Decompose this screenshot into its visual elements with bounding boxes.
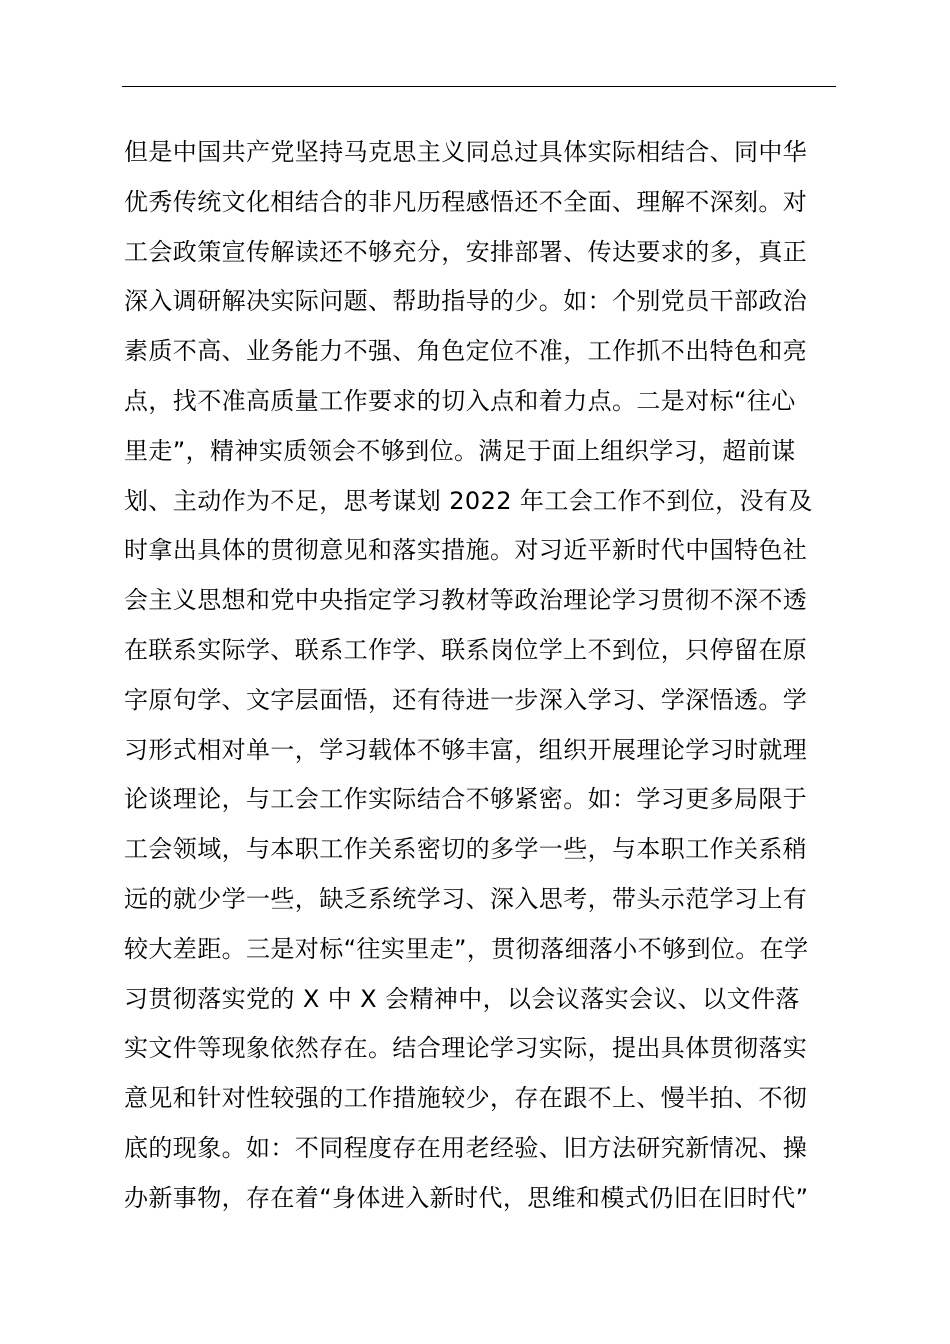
text-line: 划、主动作为不足，思考谋划 2022 年工会工作不到位，没有及	[124, 486, 813, 515]
text-line: 会主义思想和党中央指定学习教材等政治理论学习贯彻不深不透	[124, 586, 808, 615]
text-line: 优秀传统文化相结合的非凡历程感悟还不全面、理解不深刻。对	[124, 187, 808, 216]
text-line: 深入调研解决实际问题、帮助指导的少。如：个别党员干部政治	[124, 287, 808, 316]
text-line: 较大差距。三是对标“往实里走”，贯彻落细落小不够到位。在学	[124, 934, 809, 963]
text-line: 字原句学、文字层面悟，还有待进一步深入学习、学深悟透。学	[124, 685, 808, 714]
text-line: 办新事物，存在着“身体进入新时代，思维和模式仍旧在旧时代”	[124, 1183, 809, 1212]
text-line: 素质不高、业务能力不强、角色定位不准，工作抓不出特色和亮	[124, 337, 808, 366]
text-line: 里走”，精神实质领会不够到位。满足于面上组织学习，超前谋	[124, 436, 796, 465]
header-rule	[122, 86, 836, 87]
body-paragraph	[124, 128, 838, 1224]
text-line: 时拿出具体的贯彻意见和落实措施。对习近平新时代中国特色社	[124, 536, 808, 565]
text-line: 远的就少学一些，缺乏系统学习、深入思考，带头示范学习上有	[124, 884, 808, 913]
text-line: 底的现象。如：不同程度存在用老经验、旧方法研究新情况、操	[124, 1133, 808, 1162]
text-line: 习贯彻落实党的 X 中 X 会精神中，以会议落实会议、以文件落	[124, 984, 800, 1013]
text-line: 意见和针对性较强的工作措施较少，存在跟不上、慢半拍、不彻	[124, 1084, 808, 1113]
text-line: 工会领域，与本职工作关系密切的多学一些，与本职工作关系稍	[124, 835, 808, 864]
text-line: 论谈理论，与工会工作实际结合不够紧密。如：学习更多局限于	[124, 785, 808, 814]
text-line: 工会政策宣传解读还不够充分，安排部署、传达要求的多，真正	[124, 237, 808, 266]
text-line: 实文件等现象依然存在。结合理论学习实际，提出具体贯彻落实	[124, 1034, 808, 1063]
text-line: 习形式相对单一，学习载体不够丰富，组织开展理论学习时就理	[124, 735, 808, 764]
text-line: 在联系实际学、联系工作学、联系岗位学上不到位，只停留在原	[124, 635, 808, 664]
text-line: 但是中国共产党坚持马克思主义同总过具体实际相结合、同中华	[124, 138, 808, 166]
text-line: 点，找不准高质量工作要求的切入点和着力点。二是对标“往心	[124, 386, 796, 415]
